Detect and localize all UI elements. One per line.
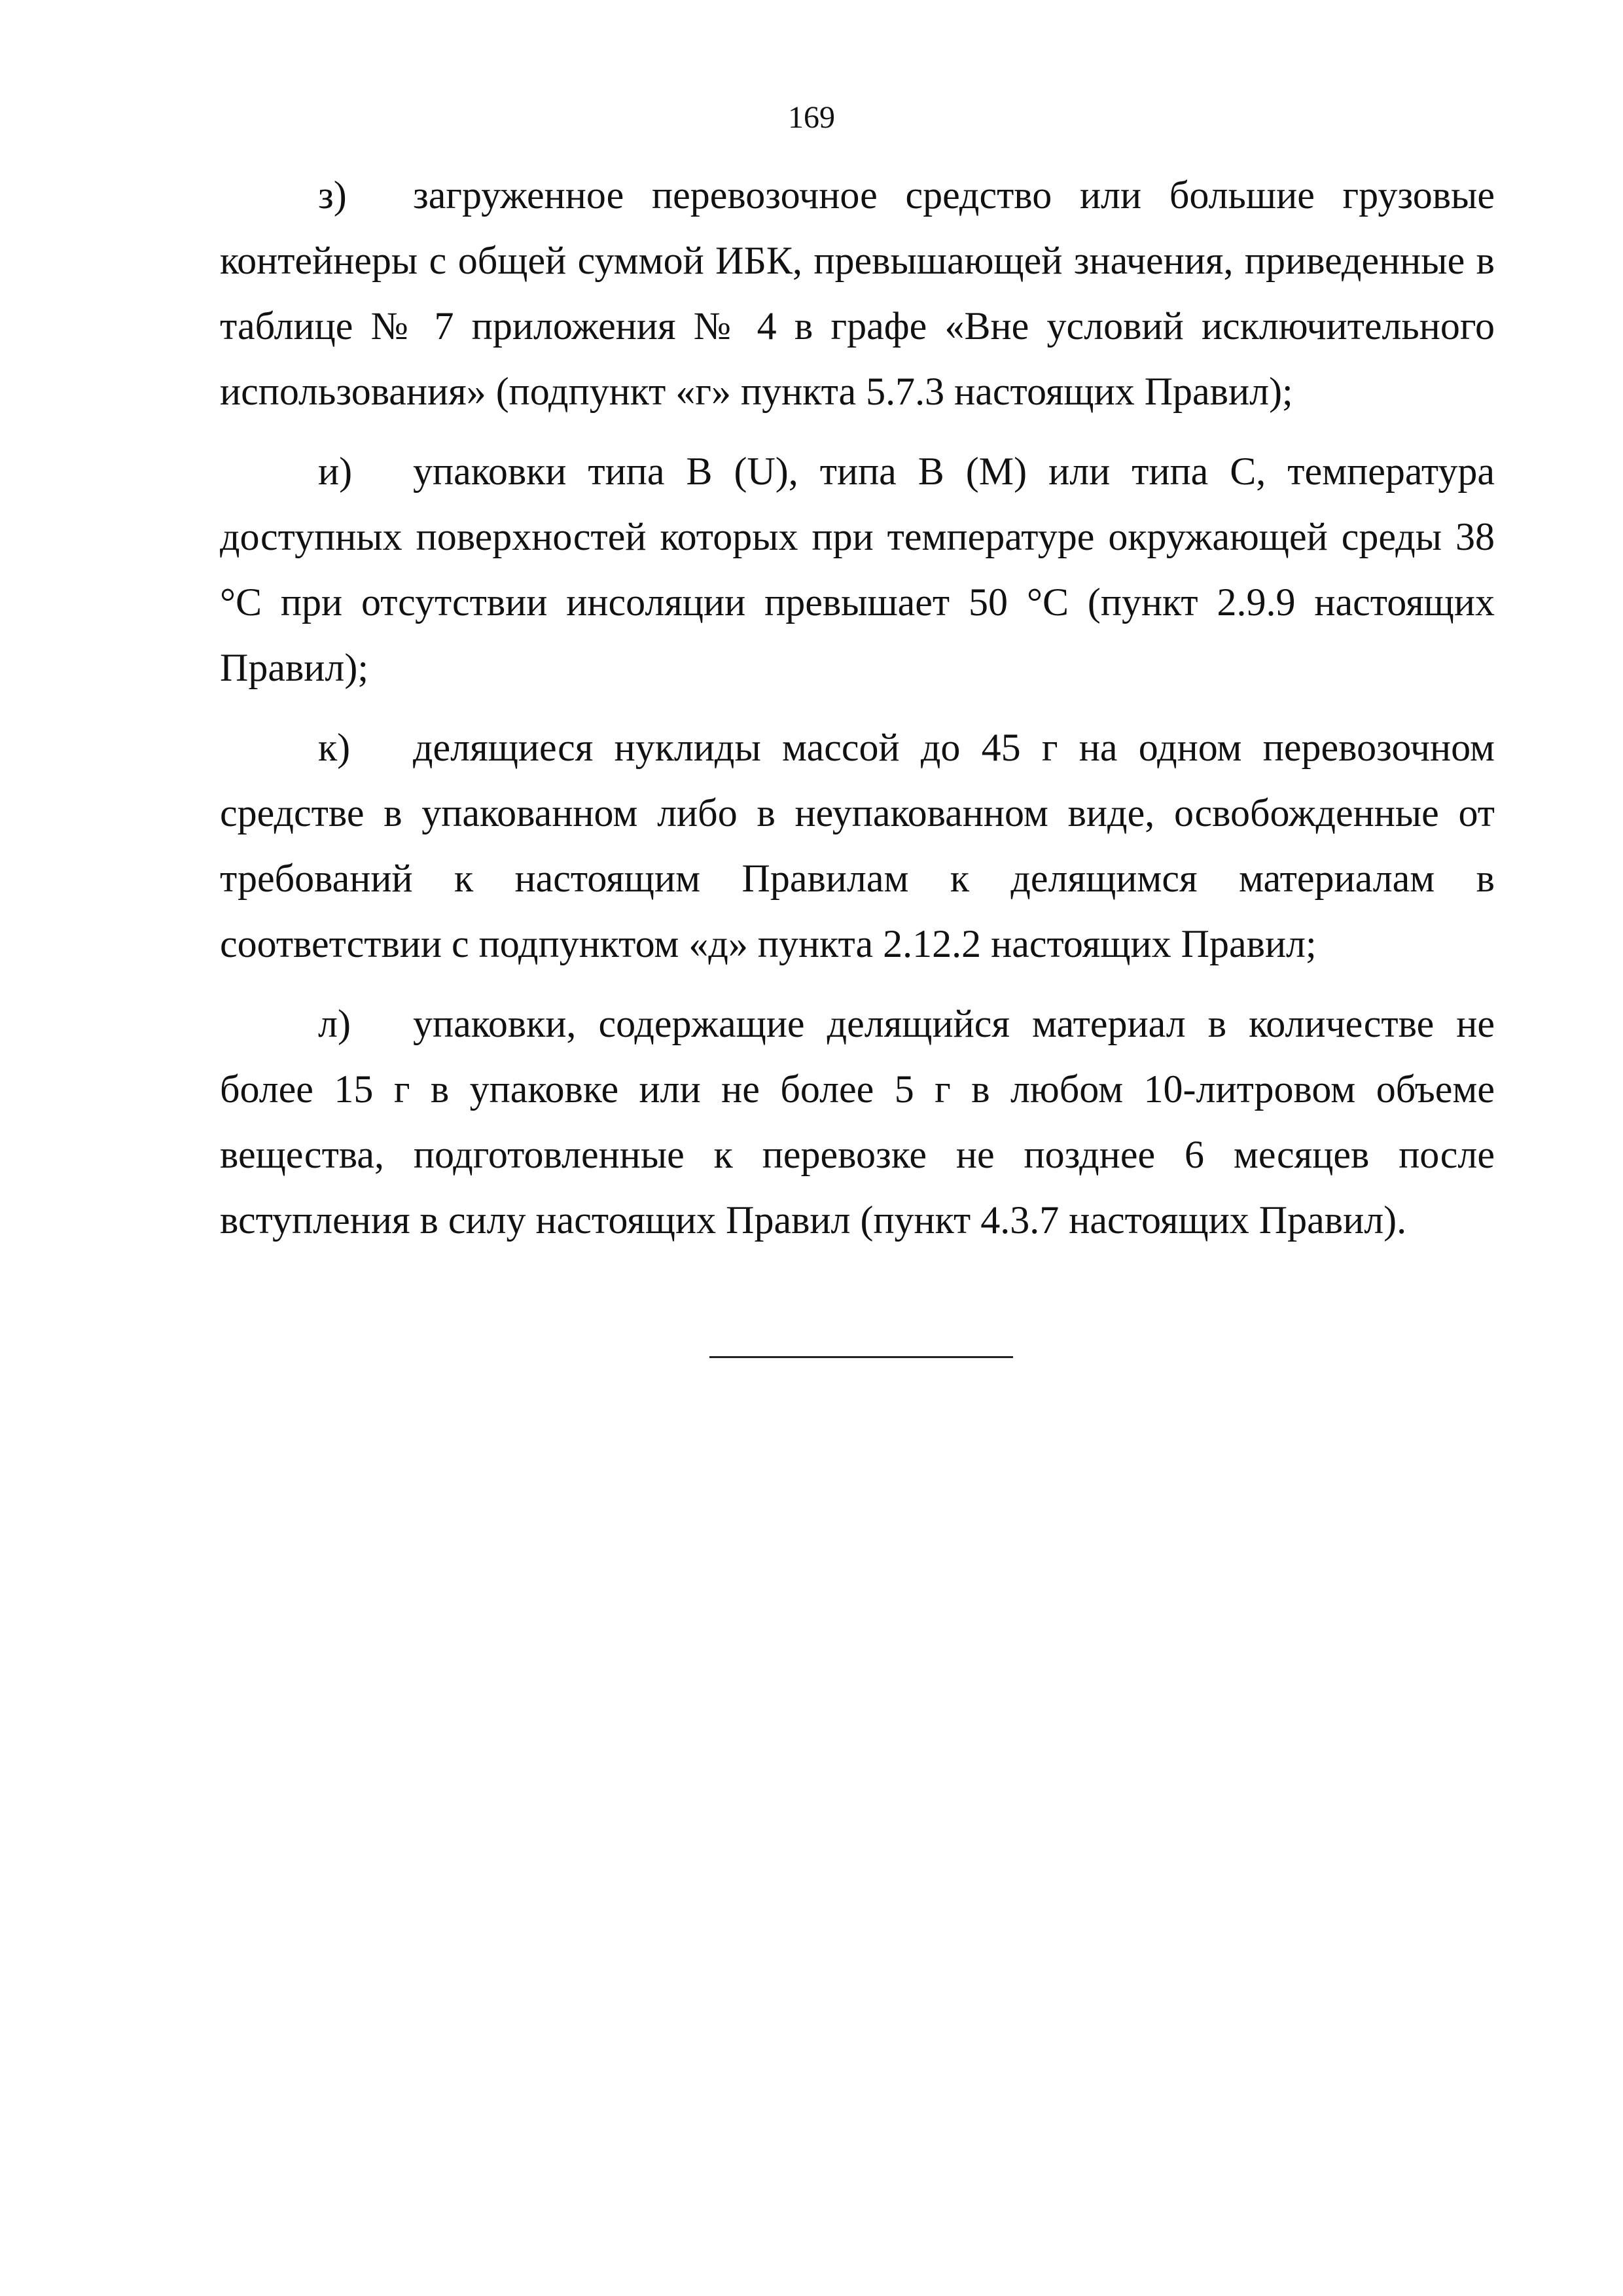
list-item-text: делящиеся нуклиды массой до 45 г на одном перевозочном средстве в упакованном либо в неупакованном виде, освобожденные от требований к настоящим Правилам к делящимся материалам в соответствии с подпунктом «д» пункта 2.12.2 настоящих Правил; — [220, 726, 1495, 965]
list-item-l — [220, 991, 1495, 1253]
list-item-text: упаковки типа В (U), типа В (М) или типа С, температура доступных поверхностей которых при температуре окружающей среды 38 °С при отсутствии инсоляции превышает 50 °С (пункт 2.9.9 настоящих Правил); — [220, 450, 1495, 689]
list-item-marker: и) — [318, 450, 353, 493]
list-item-marker: з) — [318, 173, 347, 217]
list-item-text: упаковки, содержащие делящийся материал в количестве не более 15 г в упаковке или не более 5 г в любом 10-литровом объеме вещества, подготовленные к перевозке не позднее 6 месяцев после вступления в силу настоящих Правил (пункт 4.3.7 настоящих Правил). — [220, 1002, 1495, 1242]
list-item-i — [220, 439, 1495, 700]
end-divider-line — [709, 1356, 1013, 1358]
list-item-text: загруженное перевозочное средство или большие грузовые контейнеры с общей суммой ИБК, превышающей значения, приведенные в таблице № 7 приложения № 4 в графе «Вне условий исключительного использования» (подпункт «г» пункта 5.7.3 настоящих Правил); — [220, 173, 1495, 413]
page-number: 169 — [788, 100, 835, 135]
list-item-marker: к) — [318, 726, 351, 769]
list-item-marker: л) — [318, 1002, 351, 1045]
document-body — [220, 162, 1495, 1267]
list-item-z — [220, 162, 1495, 424]
list-item-k — [220, 715, 1495, 977]
